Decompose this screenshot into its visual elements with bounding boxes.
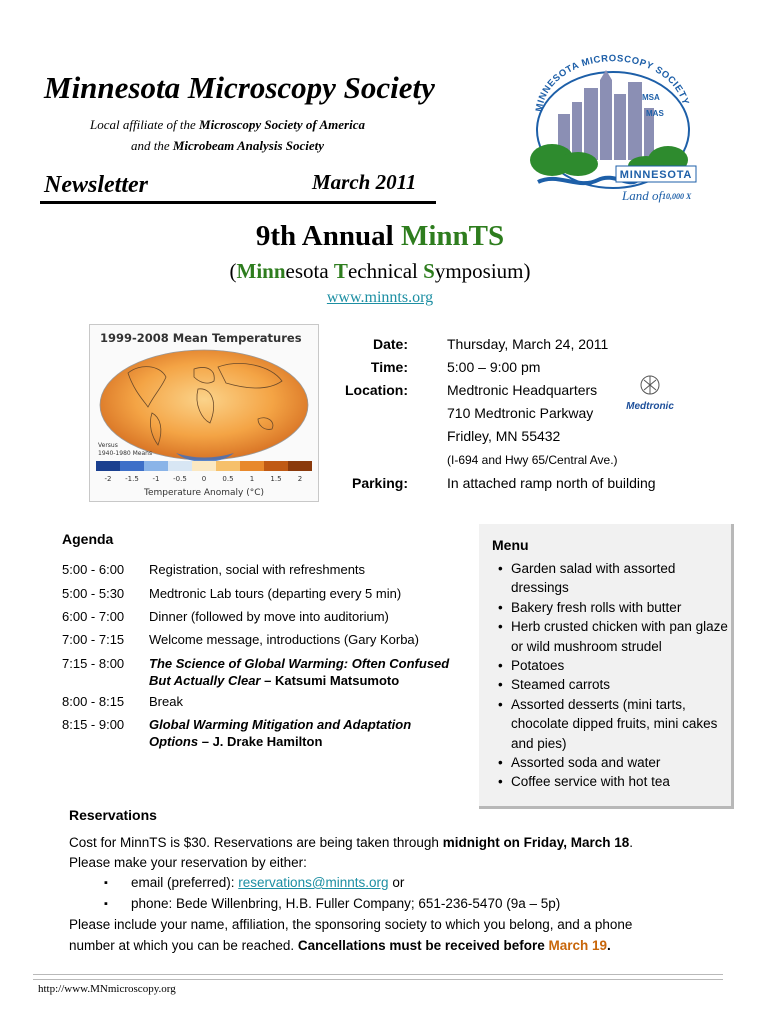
agenda-item: Welcome message, introductions (Gary Korba) [149, 632, 419, 647]
scale-tick-label: 2 [297, 475, 303, 483]
scale-tick-label: -1 [152, 475, 160, 483]
affiliation-prefix-2: and the [130, 138, 173, 153]
footer-rule [33, 974, 723, 980]
cancel-text: Cancellations must be received before [297, 938, 549, 953]
map-note-2: 1940-1980 Means [98, 450, 153, 457]
menu-item: • Bakery fresh rolls with butter [494, 598, 728, 617]
scale-tick-label: -0.5 [173, 475, 187, 483]
agenda-dash: – [260, 673, 275, 688]
menu-item: • Herb crusted chicken with pan glaze or wild mushroom strudel [494, 617, 728, 656]
scale-tick-label: -1.5 [125, 475, 139, 483]
subtitle-minn: Minn [236, 259, 286, 283]
menu-item: • Coffee service with hot tea [494, 772, 728, 791]
affiliation-org-2: Microbeam Analysis Society [172, 138, 325, 153]
event-title-highlight: MinnTS [400, 220, 505, 252]
agenda-item: Medtronic Lab tours (departing every 5 min) [149, 586, 402, 601]
email-suffix: or [388, 875, 405, 890]
agenda-time: 6:00 - 7:00 [62, 609, 125, 624]
agenda-time: 5:00 - 6:00 [62, 562, 125, 577]
agenda-heading: Agenda [62, 531, 114, 547]
agenda-time: 7:00 - 7:15 [62, 632, 125, 647]
reservations-include-line: Please include your name, affiliation, the sponsoring society to which you belong, and a phone [69, 917, 633, 932]
logo-mas: MAS [646, 109, 664, 118]
reservations-phone-line: phone: Bede Willenbring, H.B. Fuller Company; 651-236-5470 (9a – 5p) [131, 896, 561, 911]
event-subtitle [0, 259, 760, 284]
temperature-map-figure [89, 324, 319, 502]
time-label: Time: [370, 359, 408, 375]
location-line-2: 710 Medtronic Parkway [447, 405, 594, 421]
agenda-item: Break [149, 694, 183, 709]
agenda-time: 5:00 - 5:30 [62, 586, 125, 601]
menu-item: • Steamed carrots [494, 675, 728, 694]
cancel-period: . [607, 938, 611, 953]
agenda-talk-title-end: Options [149, 734, 199, 749]
agenda-time: 7:15 - 8:00 [62, 656, 125, 671]
society-title: Minnesota Microscopy Society [44, 70, 435, 105]
scale-tick-label: 0.5 [222, 475, 234, 483]
location-line-4: (I-694 and Hwy 65/Central Ave.) [447, 453, 618, 467]
menu-list [494, 559, 728, 792]
cancel-date: March 19 [548, 938, 608, 953]
agenda-speaker: J. Drake Hamilton [212, 734, 323, 749]
square-bullet-icon: ▪ [104, 877, 108, 889]
agenda-talk-title: Global Warming Mitigation and Adaptation [149, 717, 412, 732]
society-logo [518, 52, 698, 212]
event-url-link[interactable]: www.minnts.org [326, 289, 434, 306]
time-value: 5:00 – 9:00 pm [447, 359, 541, 375]
subtitle-esota: esota [285, 259, 334, 283]
agenda-dash: – [198, 734, 213, 749]
scale-tick-labels [105, 475, 303, 483]
email-prefix: email (preferred): [131, 875, 239, 890]
footer-url-link[interactable]: http://www.MNmicroscopy.org [38, 983, 176, 995]
subtitle-ymposium: ymposium) [434, 259, 531, 283]
date-value: Thursday, March 24, 2011 [447, 336, 609, 352]
menu-item: • Assorted soda and water [494, 753, 728, 772]
event-title [0, 220, 760, 253]
logo-slogan-number: 10,000 X [662, 192, 692, 201]
color-scale [96, 461, 312, 471]
scale-tick-label: 1 [249, 475, 255, 483]
cost-text: Cost for MinnTS is $30. Reservations are being taken through [69, 835, 443, 850]
affiliation-line-2 [44, 138, 411, 154]
agenda-speaker: Katsumi Matsumoto [274, 673, 400, 688]
skyline-icon [558, 70, 654, 160]
logo-state: MINNESOTA [619, 169, 693, 181]
subtitle-echnical: echnical [347, 259, 424, 283]
agenda-talk-line-2 [149, 734, 322, 749]
location-label: Location: [345, 382, 408, 398]
map-title: 1999-2008 Mean Temperatures [100, 331, 302, 345]
deadline-text: midnight on Friday, March 18 [442, 835, 630, 850]
agenda-talk-title: The Science of Global Warming: Often Confused [149, 656, 450, 671]
logo-arc-text: MINNESOTA MICROSCOPY SOCIETY [533, 53, 691, 113]
subtitle-t: T [333, 259, 348, 283]
issue-date: March 2011 [312, 170, 417, 194]
reservations-email-line [131, 875, 404, 890]
header-rule [40, 201, 436, 204]
reservations-cancel-line [69, 938, 611, 953]
square-bullet-icon: ▪ [104, 898, 108, 910]
agenda-talk-title-end: But Actually Clear [149, 673, 261, 688]
agenda-talk-line-2 [149, 673, 399, 688]
location-line-3: Fridley, MN 55432 [447, 428, 561, 444]
cost-period: . [629, 835, 633, 850]
menu-heading: Menu [492, 537, 529, 553]
agenda-time: 8:15 - 9:00 [62, 717, 125, 732]
event-title-prefix: 9th Annual [255, 220, 401, 252]
reservations-cost-line [69, 835, 633, 850]
affiliation-prefix-1: Local affiliate of the [90, 117, 200, 132]
reservations-method-line: Please make your reservation by either: [69, 855, 307, 870]
menu-item: • Potatoes [494, 656, 728, 675]
subtitle-open: ( [229, 259, 237, 283]
medtronic-logo [620, 374, 680, 414]
medtronic-wordmark: Medtronic [626, 401, 674, 412]
parking-value: In attached ramp north of building [447, 475, 656, 491]
agenda-item: Dinner (followed by move into auditorium) [149, 609, 389, 624]
agenda-time: 8:00 - 8:15 [62, 694, 125, 709]
email-link[interactable]: reservations@minnts.org [238, 875, 389, 890]
parking-label: Parking: [351, 475, 408, 491]
scale-tick-label: 1.5 [270, 475, 282, 483]
agenda-item: Registration, social with refreshments [149, 562, 366, 577]
location-line-1: Medtronic Headquarters [447, 382, 598, 398]
affiliation-org-1: Microscopy Society of America [199, 117, 365, 132]
menu-item: • Assorted desserts (mini tarts, chocolate dipped fruits, mini cakes and pies) [494, 695, 728, 753]
medtronic-figure-icon [644, 376, 656, 394]
affiliation-line-1 [44, 117, 411, 133]
date-label: Date: [372, 336, 408, 352]
logo-slogan-script: Land of [622, 188, 663, 203]
reservations-heading: Reservations [69, 807, 157, 823]
logo-msa: MSA [642, 93, 660, 102]
subtitle-s: S [423, 259, 435, 283]
scale-label: Temperature Anomaly (°C) [143, 488, 265, 498]
scale-tick-label: -2 [104, 475, 112, 483]
reach-text: number at which you can be reached. [69, 938, 298, 953]
map-note-1: Versus [98, 442, 118, 449]
scale-tick-label: 0 [201, 475, 207, 483]
globe-map-icon [100, 350, 308, 460]
newsletter-label: Newsletter [44, 172, 148, 198]
menu-item: • Garden salad with assorted dressings [494, 559, 728, 598]
